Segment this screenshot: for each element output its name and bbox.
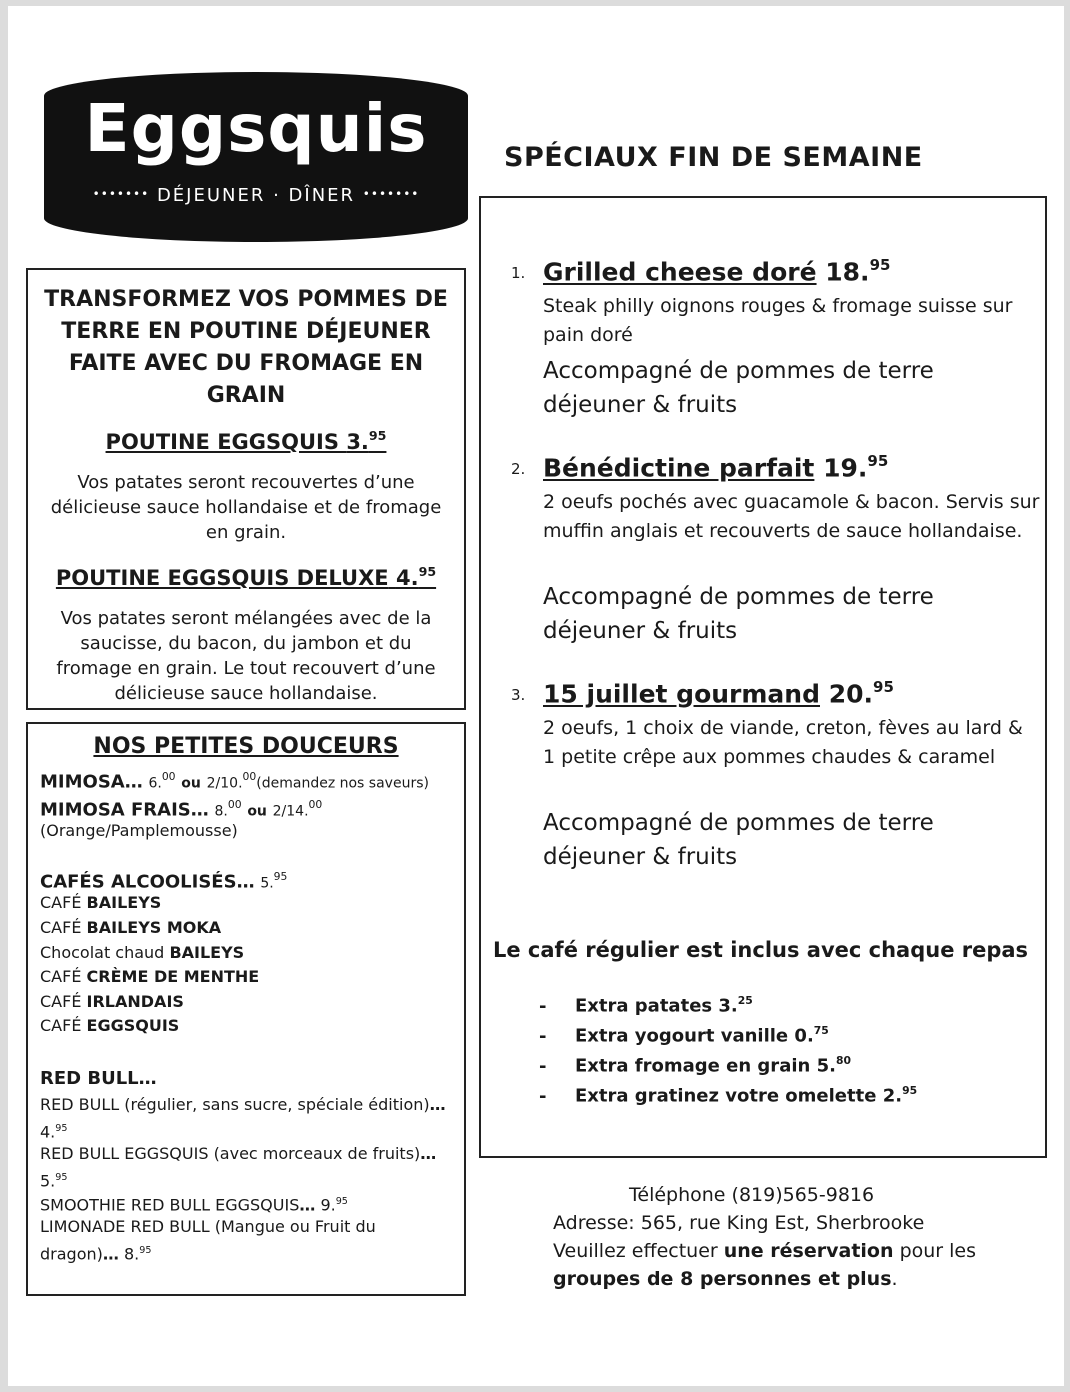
cafes-title: CAFÉS ALCOOLISÉS… 5.95 — [40, 870, 288, 893]
logo-dots-right: ••••••• — [362, 187, 420, 201]
cafe-item: Chocolat chaud BAILEYS — [40, 943, 245, 962]
cafe-item: CAFÉ BAILEYS — [40, 893, 162, 912]
redbull-item: LIMONADE RED BULL (Mangue ou Fruit du — [40, 1217, 376, 1236]
cafe-item: CAFÉ BAILEYS MOKA — [40, 918, 222, 937]
contact-phone: Téléphone (819)565-9816 — [629, 1184, 875, 1206]
contact-info — [553, 1181, 983, 1293]
specials-box: 1. Grilled cheese doré 18.95 Steak philly oignons rouges & fromage suisse sur pain doré Accompagné de pommes de terre déjeuner & fruits 2. Bénédictine parfait 19.95 2 oeufs pochés avec guacamole & bacon. Servis sur muffin anglais et recouverts de sauce hollandaise. Accompagné de pommes de terre déjeuner & fruits 3. 15 juillet gourmand 20.95 2 oeufs, 1 choix de viande, creton, fèves au lard & 1 petite crêpe aux pommes chaudes & caramel Accompagné de pommes de terre déjeuner & fruits Le café régulier est inclus avec chaque repas - Extra patates 3.25 - Extra yogourt vanille 0.75 - Extra fromage en grain 5.80 - Extra gratinez votre omelette 2.95 — [479, 196, 1047, 1158]
cafe-item: CAFÉ EGGSQUIS — [40, 1016, 180, 1035]
contact-reservation: Veuillez effectuer une réservation pour les — [553, 1240, 977, 1262]
douceurs-title: NOS PETITES DOUCEURS — [93, 734, 399, 759]
special-name: Grilled cheese doré 18.95 — [543, 256, 891, 287]
poutine-item-name: POUTINE EGGSQUIS 3.95 — [105, 428, 387, 454]
cafe-item: CAFÉ CRÈME DE MENTHE — [40, 967, 260, 986]
logo-dots-left: ••••••• — [92, 187, 150, 201]
coffee-note: Le café régulier est inclus avec chaque repas — [493, 938, 1029, 962]
douceurs-box — [26, 722, 466, 1296]
mimosa-frais-line: MIMOSA FRAIS… 8.00 ou 2/14.00 — [40, 798, 323, 821]
special-desc: Steak philly oignons rouges & fromage suisse sur pain doré — [543, 295, 1013, 346]
logo-name: Eggsquis — [84, 90, 428, 167]
redbull-item-price: 5.95 — [40, 1171, 68, 1191]
mimosa-line: MIMOSA… 6.00 ou 2/10.00(demandez nos saveurs) — [40, 770, 429, 793]
specials-title: SPÉCIAUX FIN DE SEMAINE — [504, 142, 923, 173]
special-name: Bénédictine parfait 19.95 — [543, 452, 889, 483]
special-desc: 2 oeufs, 1 choix de viande, creton, fèves au lard & 1 petite crêpe aux pommes chaudes & caramel — [543, 717, 1023, 768]
poutine-box — [26, 268, 466, 710]
eggsquis-logo — [44, 72, 468, 242]
redbull-item: RED BULL (régulier, sans sucre, spéciale édition)… — [40, 1095, 446, 1114]
special-accompaniment: Accompagné de pommes de terre déjeuner & fruits — [543, 584, 934, 644]
menu-page — [8, 6, 1064, 1386]
contact-groups: groupes de 8 personnes et plus. — [553, 1268, 898, 1290]
redbull-item-cont: dragon)… 8.95 — [40, 1244, 152, 1264]
contact-address: Adresse: 565, rue King Est, Sherbrooke — [553, 1212, 925, 1234]
cafe-item: CAFÉ IRLANDAIS — [40, 992, 184, 1011]
logo-tagline — [44, 185, 468, 206]
poutine-item-desc: Vos patates seront recouvertes d’une délicieuse sauce hollandaise et de fromage en grain. — [50, 472, 442, 543]
special-accompaniment: Accompagné de pommes de terre déjeuner & fruits — [543, 810, 934, 870]
redbull-title: RED BULL… — [40, 1068, 157, 1089]
special-accompaniment: Accompagné de pommes de terre déjeuner & fruits — [543, 358, 934, 418]
poutine-heading: TRANSFORMEZ VOS POMMES DE TERRE EN POUTINE DÉJEUNER FAITE AVEC DU FROMAGE EN GRAIN — [44, 287, 448, 408]
redbull-item: RED BULL EGGSQUIS (avec morceaux de fruits)… — [40, 1144, 437, 1163]
poutine-deluxe-name: POUTINE EGGSQUIS DELUXE 4.95 — [55, 564, 437, 590]
special-number: 3. — [511, 686, 526, 704]
special-number: 1. — [511, 264, 526, 282]
mimosa-frais-note: (Orange/Pamplemousse) — [40, 821, 238, 840]
special-number: 2. — [511, 460, 526, 478]
redbull-item: SMOOTHIE RED BULL EGGSQUIS… 9.95 — [40, 1195, 348, 1215]
poutine-deluxe-desc: Vos patates seront mélangées avec de la saucisse, du bacon, du jambon et du fromage en grain. Le tout recouvert d’une délicieuse sauce hollandaise. — [56, 608, 436, 704]
special-desc: 2 oeufs pochés avec guacamole & bacon. Servis sur muffin anglais et recouverts de sauce hollandaise. — [543, 491, 1040, 542]
logo-tagline-text: DÉJEUNER · DÎNER — [156, 185, 356, 206]
special-name: 15 juillet gourmand 20.95 — [543, 678, 894, 709]
redbull-item-price: 4.95 — [40, 1122, 68, 1142]
